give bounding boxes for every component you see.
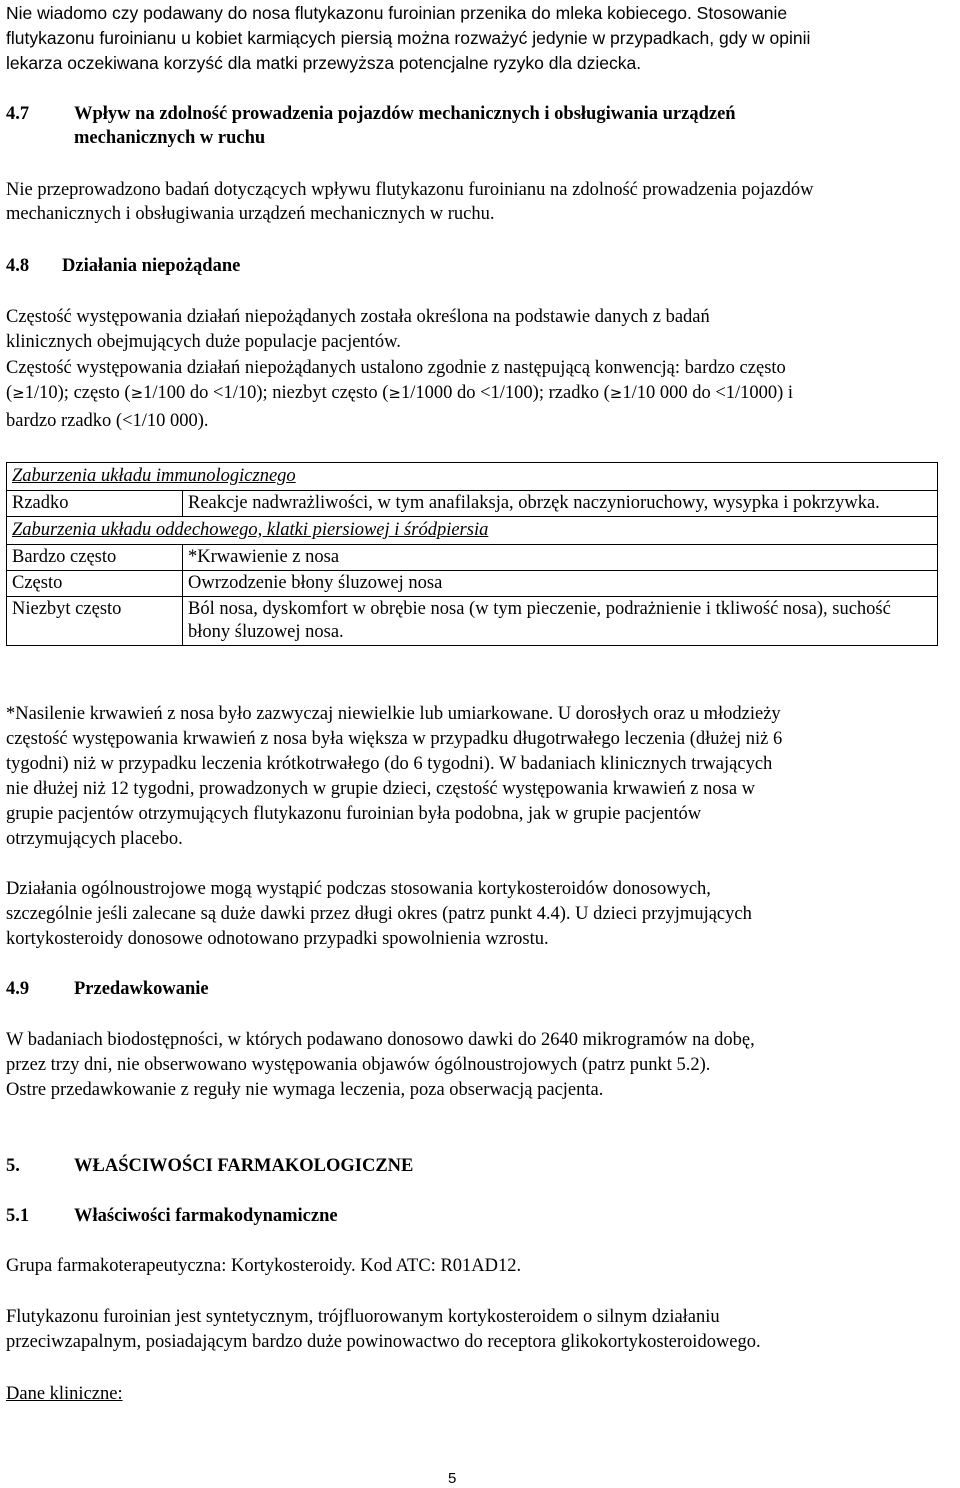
text-line: Częstość występowania działań niepożądanych ustalono zgodnie z następującą konwencją: bardzo często [6, 358, 786, 378]
text-line: Nie przeprowadzono badań dotyczących wpływu flutykazonu furoinianu na zdolność prowadzenia pojazdów [6, 180, 814, 200]
section-number: 4.7 [6, 104, 30, 124]
text-line: mechanicznych i obsługiwania urządzeń mechanicznych w ruchu. [6, 204, 495, 224]
frequency-cell: Niezbyt często [7, 597, 183, 646]
text-line: kortykosteroidy donosowe odnotowano przypadki spowolnienia wzrostu. [6, 929, 549, 949]
frequency-convention-line: (≥1/10); często (≥1/100 do <1/10); niezbyt często (≥1/1000 do <1/100); rzadko (≥1/10 000 do <1/1000) i [6, 383, 794, 403]
effect-cell: *Krwawienie z nosa [183, 545, 938, 571]
effect-cell: Reakcje nadwrażliwości, w tym anafilaksja, obrzęk naczynioruchowy, wysypka i pokrzywka. [183, 491, 938, 517]
text-line: Ostre przedawkowanie z reguły nie wymaga leczenia, poza obserwacją pacjenta. [6, 1080, 604, 1100]
table-section-row [7, 517, 938, 545]
frequency-cell: Często [7, 571, 183, 597]
section-number: 4.9 [6, 979, 30, 999]
pharmacotherapeutic-group: Grupa farmakoterapeutyczna: Kortykosteroidy. Kod ATC: R01AD12. [6, 1256, 522, 1276]
text-line: otrzymujących placebo. [6, 829, 183, 849]
text-line: częstość występowania krwawień z nosa była większa w przypadku długotrwałego leczenia (dłużej niż 6 [6, 729, 783, 749]
text-line: szczególnie jeśli zalecane są duże dawki przez długi okres (patrz punkt 4.4). U dzieci przyjmujących [6, 904, 752, 924]
section-title: WŁAŚCIWOŚCI FARMAKOLOGICZNE [74, 1156, 414, 1176]
page-number: 5 [448, 1470, 457, 1487]
table-section-row [7, 463, 938, 491]
text-line: Flutykazonu furoinian jest syntetycznym, trójfluorowanym kortykosteroidem o silnym działaniu [6, 1307, 720, 1327]
text-line: nie dłużej niż 12 tygodni, prowadzonych w grupie dzieci, częstość występowania krwawień z nosa w [6, 779, 756, 799]
text-line: klinicznych obejmujących duże populacje pacjentów. [6, 332, 401, 352]
section-title: Właściwości farmakodynamiczne [74, 1206, 338, 1226]
text-line: Działania ogólnoustrojowe mogą wystąpić podczas stosowania kortykosteroidów donosowych, [6, 879, 711, 899]
section-title: Przedawkowanie [74, 979, 209, 999]
text-line: Nie wiadomo czy podawany do nosa flutykazonu furoinian przenika do mleka kobiecego. Stosowanie [6, 3, 788, 23]
text-line: przez trzy dni, nie obserwowano występowania objawów ógólnoustrojowych (patrz punkt 5.2). [6, 1055, 711, 1075]
table-section-heading: Zaburzenia układu immunologicznego [7, 463, 938, 491]
section-number: 5. [6, 1156, 20, 1176]
table-row [7, 491, 938, 517]
frequency-cell: Bardzo często [7, 545, 183, 571]
section-number: 5.1 [6, 1206, 30, 1226]
section-number: 4.8 [6, 256, 30, 276]
text-line: tygodni) niż w przypadku leczenia krótkotrwałego (do 6 tygodni). W badaniach klinicznych trwających [6, 754, 773, 774]
table-row [7, 597, 938, 646]
section-title: mechanicznych w ruchu [74, 128, 266, 148]
text-line: lekarza oczekiwana korzyść dla matki przewyższa potencjalne ryzyko dla dziecka. [6, 53, 642, 73]
text-line: flutykazonu furoinianu u kobiet karmiących piersią można rozważyć jedynie w przypadkach, gdy w opinii [6, 28, 811, 48]
effect-cell: Ból nosa, dyskomfort w obrębie nosa (w tym pieczenie, podrażnienie i tkliwość nosa), suchość błony śluzowej nosa. [183, 597, 938, 646]
section-title: Wpływ na zdolność prowadzenia pojazdów mechanicznych i obsługiwania urządzeń [74, 104, 736, 124]
section-title: Działania niepożądane [62, 256, 241, 276]
table-section-heading: Zaburzenia układu oddechowego, klatki piersiowej i śródpiersia [7, 517, 938, 545]
text-line: grupie pacjentów otrzymujących flutykazonu furoinian była podobna, jak w grupie pacjentów [6, 804, 702, 824]
text-line: przeciwzapalnym, posiadającym bardzo duże powinowactwo do receptora glikokortykosteroidowego. [6, 1332, 761, 1352]
text-line: Częstość występowania działań niepożądanych została określona na podstawie danych z badań [6, 307, 710, 327]
effect-cell: Owrzodzenie błony śluzowej nosa [183, 571, 938, 597]
adverse-reactions-table [6, 462, 938, 646]
text-line: *Nasilenie krwawień z nosa było zazwyczaj niewielkie lub umiarkowane. U dorosłych oraz u młodzieży [6, 704, 781, 724]
frequency-cell: Rzadko [7, 491, 183, 517]
clinical-data-heading: Dane kliniczne: [6, 1384, 123, 1404]
text-line: W badaniach biodostępności, w których podawano donosowo dawki do 2640 mikrogramów na dobę, [6, 1030, 755, 1050]
table-row [7, 545, 938, 571]
table-row [7, 571, 938, 597]
text-line: bardzo rzadko (<1/10 000). [6, 411, 209, 431]
